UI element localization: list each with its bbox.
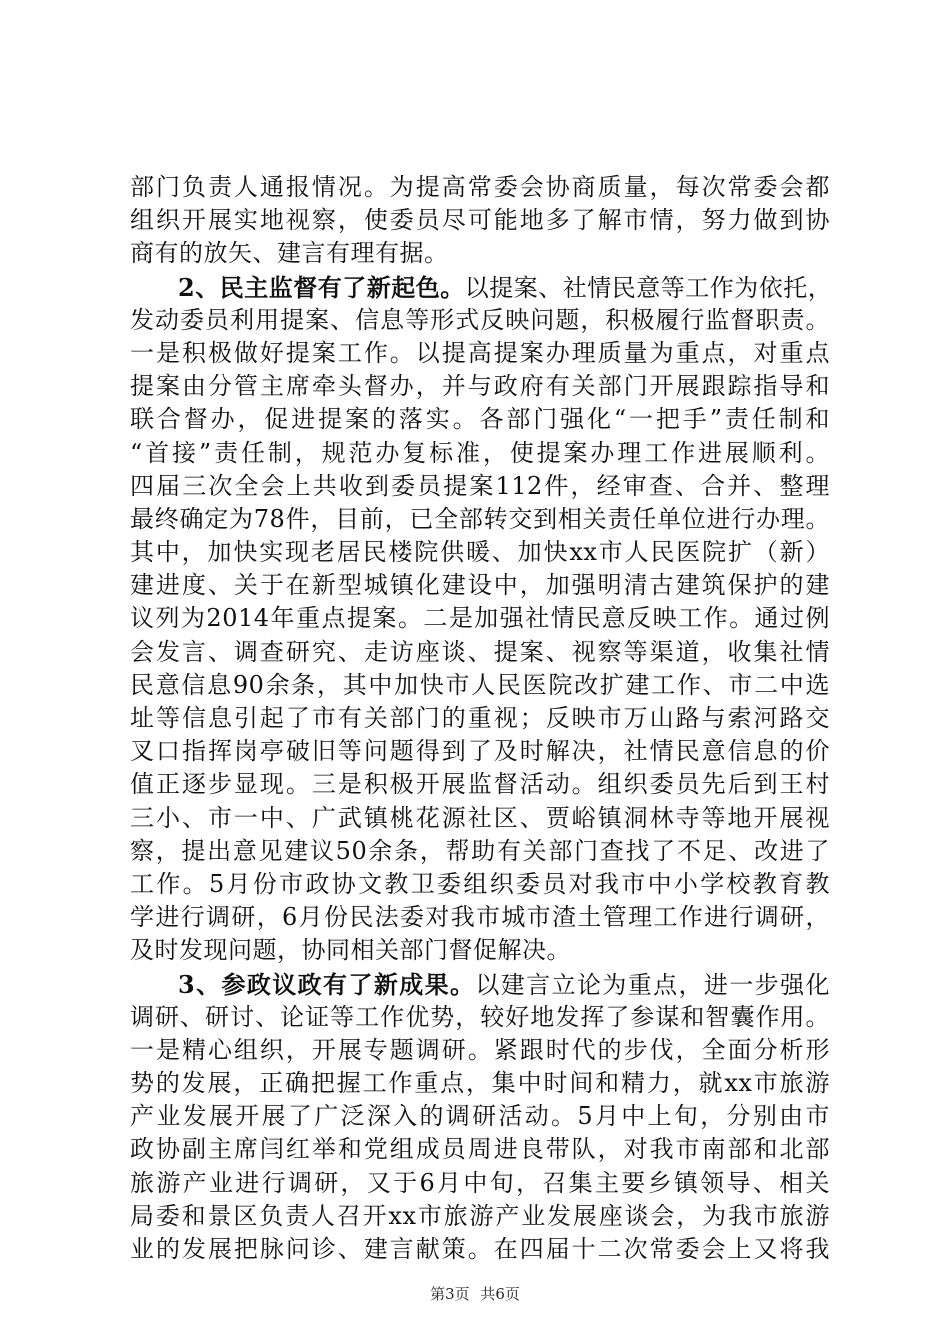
text-line: 值正逐步显现。三是积极开展监督活动。组织委员先后到王村 xyxy=(130,770,830,799)
text-line: 势的发展，正确把握工作重点，集中时间和精力，就xx市旅游 xyxy=(130,1069,830,1098)
text-line: 商有的放矢、建言有理有据。 xyxy=(130,239,449,268)
text-line: 察，提出意见建议50余条，帮助有关部门查找了不足、改进了 xyxy=(130,836,830,865)
text-line: 其中，加快实现老居民楼院供暖、加快xx市人民医院扩（新） xyxy=(130,538,830,567)
text-line: 组织开展实地视察，使委员尽可能地多了解市情，努力做到协 xyxy=(130,206,830,235)
text-line: 旅游产业进行调研，又于6月中旬，召集主要乡镇领导、相关 xyxy=(130,1168,830,1197)
text-line: 建进度、关于在新型城镇化建设中，加强明清古建筑保护的建 xyxy=(130,571,830,600)
text-line: 最终确定为78件，目前，已全部转交到相关责任单位进行办理。 xyxy=(130,504,830,533)
text-line: 政协副主席闫红举和党组成员周进良带队，对我市南部和北部 xyxy=(130,1135,830,1164)
section-heading-line: 3、参政议政有了新成果。以建言立论为重点，进一步强化 xyxy=(178,969,830,999)
text-line: 一是积极做好提案工作。以提高提案办理质量为重点，对重点 xyxy=(130,338,830,367)
text-line: 部门负责人通报情况。为提高常委会协商质量，每次常委会都 xyxy=(130,173,830,201)
text-line: “首接”责任制，规范办复标准，使提案办理工作进展顺利。 xyxy=(130,438,830,467)
document-body xyxy=(130,171,833,1266)
section-heading: 3、参政议政有了新成果。 xyxy=(178,969,476,999)
text-line: 学进行调研，6月份民法委对我市城市渣土管理工作进行调研， xyxy=(130,903,830,932)
text-line: 局委和景区负责人召开xx市旅游产业发展座谈会，为我市旅游 xyxy=(130,1201,830,1230)
page-total: 共6页 xyxy=(480,1285,520,1303)
page-number: 第3页 xyxy=(430,1285,470,1303)
text-line: 提案由分管主席牵头督办，并与政府有关部门开展跟踪指导和 xyxy=(130,372,830,401)
text-line: 议列为2014年重点提案。二是加强社情民意反映工作。通过例 xyxy=(130,604,830,633)
text-line: 工作。5月份市政协文教卫委组织委员对我市中小学校教育教 xyxy=(130,869,830,898)
text-line: 及时发现问题，协同相关部门督促解决。 xyxy=(130,936,571,965)
section-heading: 2、民主监督有了新起色。 xyxy=(178,272,465,302)
text-line: 发动委员利用提案、信息等形式反映问题，积极履行监督职责。 xyxy=(130,305,830,334)
text-line: 会发言、调查研究、走访座谈、提案、视察等渠道，收集社情 xyxy=(130,637,830,666)
text-line: 址等信息引起了市有关部门的重视；反映市万山路与索河路交 xyxy=(130,704,830,732)
text-line: 联合督办，促进提案的落实。各部门强化“一把手”责任制和 xyxy=(130,405,830,434)
text-line: 民意信息90余条，其中加快市人民医院改扩建工作、市二中选 xyxy=(130,670,830,699)
text-line: 三小、市一中、广武镇桃花源社区、贾峪镇洞林寺等地开展视 xyxy=(130,803,830,832)
text-line: 产业发展开展了广泛深入的调研活动。5月中上旬，分别由市 xyxy=(130,1102,830,1131)
page-footer xyxy=(0,1283,950,1304)
text-line: 一是精心组织，开展专题调研。紧跟时代的步伐，全面分析形 xyxy=(130,1035,830,1064)
text-line: 调研、研讨、论证等工作优势，较好地发挥了参谋和智囊作用。 xyxy=(130,1002,830,1031)
text-line: 四届三次全会上共收到委员提案112件，经审查、合并、整理 xyxy=(130,471,830,500)
section-heading-line: 2、民主监督有了新起色。以提案、社情民意等工作为依托， xyxy=(178,272,833,302)
text-line: 叉口指挥岗亭破旧等问题得到了及时解决，社情民意信息的价 xyxy=(130,737,830,766)
text-line: 业的发展把脉问诊、建言献策。在四届十二次常委会上又将我 xyxy=(130,1235,830,1263)
